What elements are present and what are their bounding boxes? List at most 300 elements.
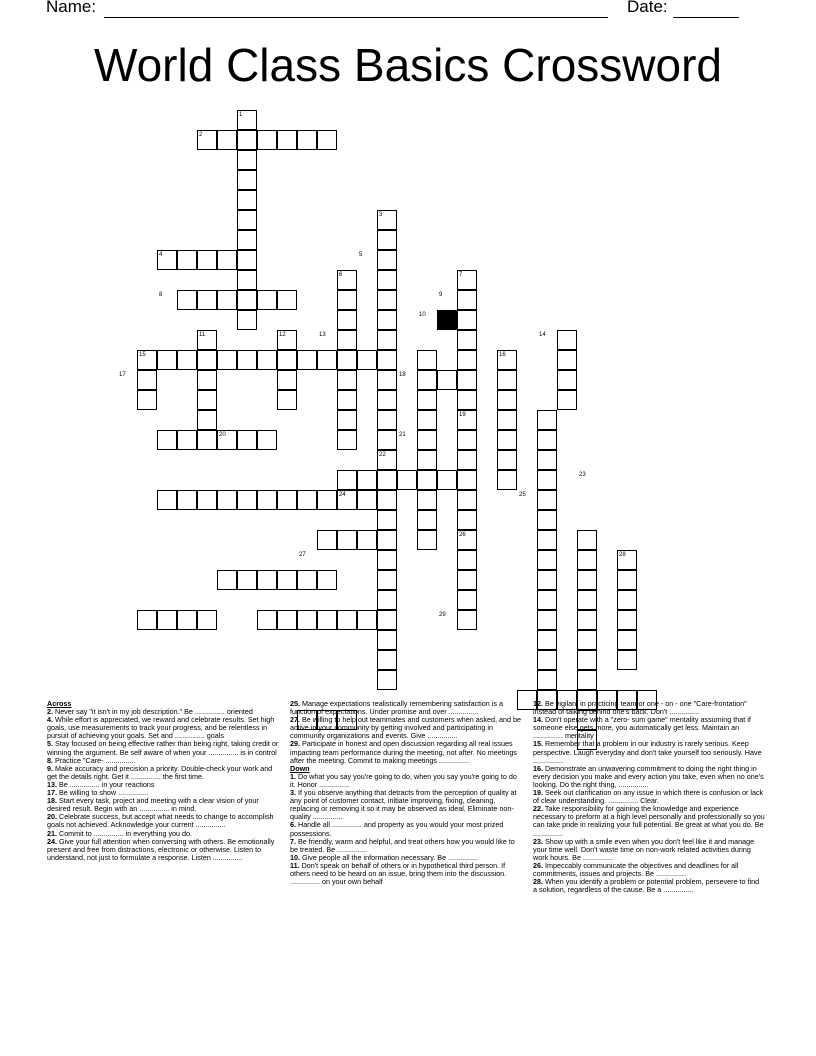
- grid-cell[interactable]: [237, 150, 257, 170]
- grid-cell[interactable]: [457, 510, 477, 530]
- clue-text: Be friendly, warm and helpful, and treat others how you would like to be treated. Be ...............: [290, 836, 515, 854]
- grid-cell[interactable]: [357, 470, 377, 490]
- grid-cell[interactable]: [277, 350, 297, 370]
- grid-cell[interactable]: [417, 390, 437, 410]
- grid-cell[interactable]: [317, 350, 337, 370]
- grid-cell[interactable]: [337, 350, 357, 370]
- grid-cell[interactable]: [377, 390, 397, 410]
- grid-cell[interactable]: [197, 250, 217, 270]
- grid-cell[interactable]: [337, 370, 357, 390]
- clue-text: Make accuracy and precision a priority. Double-check your work and get the details right. Get it ............... the first time.: [47, 763, 273, 781]
- grid-cell[interactable]: [237, 250, 257, 270]
- clue-text: Take responsibility for gaining the knowledge and experience necessary to preform at a high level personally and professionally so you can take pride in realizing your full potential. Be great at what you do. Be ...............: [533, 804, 765, 838]
- grid-cell[interactable]: [497, 370, 517, 390]
- clue-number: 5: [359, 252, 363, 258]
- clue-number: 11: [199, 332, 206, 338]
- grid-cell[interactable]: [337, 270, 357, 290]
- grid-cell[interactable]: [417, 490, 437, 510]
- clue-text: Give your full attention when conversing with others. Be emotionally present and free from distractions, electronic or otherwise. Listen to understand, not just to formulate a response. Listen ...............: [47, 836, 275, 862]
- clue-number-label: 21.: [47, 828, 57, 838]
- grid-cell[interactable]: [377, 410, 397, 430]
- clue-text: While effort is appreciated, we reward and celebrate results. Set high goals, use measurements to track your progress, and be relentless in pursuit of achieving your goals. Set and ............... goals: [47, 715, 275, 741]
- clue-number: 10: [419, 312, 426, 318]
- grid-cell[interactable]: [377, 430, 397, 450]
- grid-cell[interactable]: [577, 610, 597, 630]
- grid-cell[interactable]: [617, 610, 637, 630]
- grid-cell[interactable]: [237, 110, 257, 130]
- grid-cell[interactable]: [617, 630, 637, 650]
- grid-cell[interactable]: [377, 250, 397, 270]
- grid-cell[interactable]: [457, 350, 477, 370]
- grid-cell[interactable]: [557, 370, 577, 390]
- grid-cell[interactable]: [277, 370, 297, 390]
- name-label: Name:: [46, 0, 97, 16]
- grid-cell[interactable]: [377, 350, 397, 370]
- grid-cell[interactable]: [377, 270, 397, 290]
- clue-number-label: 10.: [290, 852, 300, 862]
- grid-cell[interactable]: [457, 490, 477, 510]
- grid-cell[interactable]: [377, 370, 397, 390]
- grid-cell[interactable]: [537, 670, 557, 690]
- clue-number-label: 3.: [290, 788, 296, 798]
- across-clue: [47, 797, 279, 813]
- grid-cell[interactable]: [437, 370, 457, 390]
- grid-cell[interactable]: [197, 350, 217, 370]
- grid-cell[interactable]: [197, 610, 217, 630]
- grid-cell[interactable]: [257, 610, 277, 630]
- grid-cell[interactable]: [457, 470, 477, 490]
- grid-cell[interactable]: [357, 490, 377, 510]
- clue-number: 6: [339, 272, 343, 278]
- grid-cell[interactable]: [177, 610, 197, 630]
- grid-cell[interactable]: [177, 250, 197, 270]
- grid-cell[interactable]: [457, 430, 477, 450]
- grid-cell[interactable]: [577, 590, 597, 610]
- grid-cell[interactable]: [357, 530, 377, 550]
- clue-number-label: 26.: [533, 860, 543, 870]
- grid-cell[interactable]: [537, 430, 557, 450]
- grid-cell[interactable]: [237, 190, 257, 210]
- grid-cell[interactable]: [217, 290, 237, 310]
- grid-cell[interactable]: [537, 510, 557, 530]
- grid-cell[interactable]: [337, 470, 357, 490]
- clue-number-label: 6.: [290, 820, 296, 830]
- grid-cell[interactable]: [417, 370, 437, 390]
- grid-cell[interactable]: [377, 490, 397, 510]
- grid-cell[interactable]: [217, 490, 237, 510]
- grid-cell[interactable]: [377, 230, 397, 250]
- grid-cell[interactable]: [557, 390, 577, 410]
- grid-cell[interactable]: [317, 490, 337, 510]
- down-clue: [533, 805, 765, 837]
- grid-cell[interactable]: [377, 470, 397, 490]
- clue-number-label: 28.: [533, 877, 543, 887]
- clue-number-label: 13.: [47, 779, 57, 789]
- clue-text: Participate in honest and open discussion regarding all real issues impacting team performance during the meeting, not after. No meetings after the meeting. Commit to making meetings ...............: [290, 739, 517, 765]
- clue-number-label: 17.: [47, 788, 57, 798]
- grid-cell[interactable]: [177, 290, 197, 310]
- clue-number-label: 4.: [47, 715, 53, 725]
- grid-cell[interactable]: [137, 610, 157, 630]
- grid-cell[interactable]: [277, 490, 297, 510]
- grid-cell[interactable]: [197, 430, 217, 450]
- grid-cell[interactable]: [257, 290, 277, 310]
- grid-cell[interactable]: [297, 610, 317, 630]
- grid-cell[interactable]: [217, 350, 237, 370]
- clue-number-label: 5.: [47, 739, 53, 749]
- clue-text: Celebrate success, but accept what needs to change to accomplish goals not achieved. Acknowledge your current ...............: [47, 812, 274, 830]
- grid-cell[interactable]: [557, 350, 577, 370]
- grid-cell[interactable]: [357, 350, 377, 370]
- grid-cell[interactable]: [157, 250, 177, 270]
- grid-cell[interactable]: [177, 350, 197, 370]
- grid-cell[interactable]: [377, 210, 397, 230]
- grid-cell[interactable]: [457, 530, 477, 550]
- grid-cell[interactable]: [377, 650, 397, 670]
- grid-cell[interactable]: [457, 290, 477, 310]
- grid-cell[interactable]: [537, 650, 557, 670]
- grid-cell[interactable]: [617, 550, 637, 570]
- clue-text: Handle all ............... and property as you would your most prized possessions.: [290, 820, 504, 838]
- grid-cell[interactable]: [157, 430, 177, 450]
- grid-cell[interactable]: [237, 130, 257, 150]
- grid-cell[interactable]: [537, 630, 557, 650]
- across-clue: [47, 716, 279, 740]
- grid-cell[interactable]: [137, 370, 157, 390]
- clue-text: Never say "it isn't in my job description." Be ............... oriented: [53, 707, 253, 717]
- grid-cell[interactable]: [197, 490, 217, 510]
- grid-cell[interactable]: [137, 350, 157, 370]
- grid-cell[interactable]: [277, 290, 297, 310]
- clue-text: Remember that a problem in our industry is rarely serious. Keep perspective. Laugh everyday and don't take yourself too seriously. Have ...............: [533, 739, 762, 765]
- grid-cell[interactable]: [537, 470, 557, 490]
- grid-cell[interactable]: [217, 130, 237, 150]
- clue-number: 22: [379, 452, 386, 458]
- grid-cell[interactable]: [237, 570, 257, 590]
- grid-cell[interactable]: [417, 470, 437, 490]
- grid-cell[interactable]: [577, 650, 597, 670]
- clue-number-label: 11.: [290, 860, 300, 870]
- clue-number-label: 12.: [533, 699, 543, 708]
- grid-cell[interactable]: [277, 610, 297, 630]
- grid-cell[interactable]: [257, 570, 277, 590]
- grid-cell[interactable]: [457, 610, 477, 630]
- grid-cell[interactable]: [457, 390, 477, 410]
- grid-cell[interactable]: [237, 270, 257, 290]
- clue-text: Start every task, project and meeting with a clear vision of your desired result. Begin with an ............... in mind.: [47, 796, 259, 814]
- clue-number: 7: [459, 272, 463, 278]
- grid-cell[interactable]: [277, 390, 297, 410]
- grid-cell[interactable]: [577, 630, 597, 650]
- grid-cell[interactable]: [537, 530, 557, 550]
- grid-cell[interactable]: [217, 570, 237, 590]
- grid-cell[interactable]: [537, 570, 557, 590]
- clue-number-label: 25.: [290, 699, 300, 708]
- clue-number: 4: [159, 252, 163, 258]
- grid-cell[interactable]: [237, 490, 257, 510]
- clues-column-1: [47, 700, 279, 862]
- grid-cell[interactable]: [237, 430, 257, 450]
- grid-cell[interactable]: [297, 490, 317, 510]
- grid-cell[interactable]: [197, 330, 217, 350]
- clue-number-label: 14.: [533, 715, 543, 725]
- clue-text: Don't speak on behalf of others or in hypothetical third person. If others need to be heard on an issue, bring them into the discussion. ............... on your own behalf: [290, 860, 507, 887]
- clue-text: Stay focused on being effective rather than being right, taking credit or winning the argument. Be self aware of when your ............... is in control: [47, 739, 279, 757]
- grid-cell[interactable]: [377, 310, 397, 330]
- grid-cell[interactable]: [577, 570, 597, 590]
- grid-cell[interactable]: [377, 290, 397, 310]
- page-title: World Class Basics Crossword: [94, 39, 722, 91]
- clue-number: 13: [319, 332, 326, 338]
- across-clue: [47, 740, 279, 756]
- grid-cell[interactable]: [457, 370, 477, 390]
- clue-number: 15: [139, 352, 146, 358]
- clue-number: 26: [459, 532, 466, 538]
- clue-text: Be willing to show ...............: [57, 788, 149, 798]
- grid-cell[interactable]: [297, 130, 317, 150]
- grid-cell[interactable]: [257, 350, 277, 370]
- grid-cell[interactable]: [457, 570, 477, 590]
- grid-cell[interactable]: [457, 270, 477, 290]
- grid-cell[interactable]: [377, 450, 397, 470]
- grid-cell[interactable]: [617, 650, 637, 670]
- clue-text: Show up with a smile even when you don't feel like it and manage your time well. Don't waste time on non-work related activities during work hours. Be ...............: [533, 836, 755, 862]
- grid-cell[interactable]: [197, 290, 217, 310]
- grid-cell[interactable]: [197, 410, 217, 430]
- clue-number: 27: [299, 552, 306, 558]
- grid-cell[interactable]: [337, 490, 357, 510]
- grid-cell[interactable]: [537, 590, 557, 610]
- grid-cell[interactable]: [417, 410, 437, 430]
- grid-cell[interactable]: [237, 290, 257, 310]
- clue-number: 29: [439, 612, 446, 618]
- down-clue: [533, 878, 765, 894]
- clue-text: Do what you say you're going to do, when you say you're going to do it. Honor ...............: [290, 771, 517, 789]
- date-label: Date:: [627, 0, 668, 16]
- clue-number: 3: [379, 212, 383, 218]
- grid-cell[interactable]: [397, 470, 417, 490]
- grid-cell[interactable]: [417, 450, 437, 470]
- down-clue: [533, 740, 765, 764]
- grid-cell[interactable]: [237, 230, 257, 250]
- clue-text: Demonstrate an unwavering commitment to doing the right thing in every decision you make and every action you take, even when no one's looking. Do the right thing, ...............: [533, 763, 764, 789]
- grid-cell[interactable]: [317, 570, 337, 590]
- across-clue-list: [47, 708, 279, 862]
- grid-cell[interactable]: [337, 290, 357, 310]
- clue-number-label: 27.: [290, 715, 300, 725]
- grid-cell[interactable]: [237, 350, 257, 370]
- grid-cell[interactable]: [377, 630, 397, 650]
- clue-number: 19: [459, 412, 466, 418]
- grid-cell[interactable]: [257, 130, 277, 150]
- clue-text: When you identify a problem or potential problem, persevere to find a solution, regardless of the cause. Be a ...............: [533, 877, 760, 895]
- grid-cell[interactable]: [577, 670, 597, 690]
- black-square: [437, 310, 457, 330]
- clue-text: Be vigilant in practicing team or one - on - one "Care-frontation" instead of talking behind one's back. Don't ...............: [533, 699, 747, 717]
- grid-cell[interactable]: [377, 510, 397, 530]
- clue-number-label: 2.: [47, 707, 53, 717]
- grid-cell[interactable]: [377, 610, 397, 630]
- grid-cell[interactable]: [577, 550, 597, 570]
- clue-number-label: 16.: [533, 763, 543, 773]
- across-clue-list-continued: [290, 700, 522, 765]
- clue-text: Don't operate with a "zero- sum game" mentality assuming that if someone else gets more, you automatically get less. Maintain an ............... mentality: [533, 715, 751, 741]
- grid-cell[interactable]: [377, 670, 397, 690]
- clue-number-label: 8.: [47, 755, 53, 765]
- grid-cell[interactable]: [257, 490, 277, 510]
- grid-cell[interactable]: [377, 330, 397, 350]
- clue-number: 23: [579, 472, 586, 478]
- grid-cell[interactable]: [177, 490, 197, 510]
- clue-number: 28: [619, 552, 626, 558]
- clue-text: Impeccably communicate the objectives and deadlines for all commitments, issues and projects. Be ...............: [533, 860, 739, 878]
- clue-number: 2: [199, 132, 203, 138]
- down-clue: [290, 789, 522, 821]
- grid-cell[interactable]: [497, 470, 517, 490]
- grid-cell[interactable]: [337, 530, 357, 550]
- clue-number-label: 15.: [533, 739, 543, 749]
- grid-cell[interactable]: [177, 430, 197, 450]
- grid-cell[interactable]: [377, 530, 397, 550]
- grid-cell[interactable]: [317, 530, 337, 550]
- grid-cell[interactable]: [157, 610, 177, 630]
- grid-cell[interactable]: [537, 610, 557, 630]
- grid-cell[interactable]: [497, 410, 517, 430]
- down-clue: [533, 789, 765, 805]
- grid-cell[interactable]: [357, 610, 377, 630]
- clue-number: 1: [239, 112, 243, 118]
- grid-cell[interactable]: [197, 370, 217, 390]
- down-clue-list-continued: [533, 700, 765, 894]
- down-clue: [533, 700, 765, 716]
- grid-cell[interactable]: [537, 410, 557, 430]
- grid-cell[interactable]: [457, 450, 477, 470]
- clue-text: Practice "Care- ...............: [53, 755, 136, 765]
- grid-cell[interactable]: [417, 430, 437, 450]
- grid-cell[interactable]: [277, 130, 297, 150]
- clue-number: 12: [279, 332, 286, 338]
- down-clue: [290, 821, 522, 837]
- across-clue: [290, 740, 522, 764]
- grid-cell[interactable]: [577, 530, 597, 550]
- grid-cell[interactable]: [557, 330, 577, 350]
- clue-number: 21: [399, 432, 406, 438]
- grid-cell[interactable]: [377, 570, 397, 590]
- grid-cell[interactable]: [237, 310, 257, 330]
- grid-cell[interactable]: [337, 610, 357, 630]
- grid-cell[interactable]: [617, 570, 637, 590]
- grid-cell[interactable]: [217, 250, 237, 270]
- grid-cell[interactable]: [137, 390, 157, 410]
- clue-text: Be willing to help out teammates and customers when asked, and be active in your community by getting involved and participating in community organizations and events. Give ...............: [290, 715, 521, 741]
- clue-text: Give people all the information necessary. Be ...............: [300, 852, 479, 862]
- grid-cell[interactable]: [457, 330, 477, 350]
- grid-cell[interactable]: [417, 530, 437, 550]
- clue-number: 8: [159, 292, 163, 298]
- across-clue: [47, 765, 279, 781]
- clue-number-label: 23.: [533, 836, 543, 846]
- grid-cell[interactable]: [497, 390, 517, 410]
- grid-cell[interactable]: [457, 410, 477, 430]
- clue-number-label: 29.: [290, 739, 300, 749]
- grid-cell[interactable]: [297, 350, 317, 370]
- clue-number: 25: [519, 492, 526, 498]
- grid-cell[interactable]: [497, 430, 517, 450]
- clue-number-label: 1.: [290, 771, 296, 781]
- down-clue-list: [290, 773, 522, 886]
- grid-cell[interactable]: [537, 490, 557, 510]
- grid-cell[interactable]: [497, 350, 517, 370]
- grid-cell[interactable]: [337, 310, 357, 330]
- clue-number: 20: [219, 432, 226, 438]
- grid-cell[interactable]: [257, 430, 277, 450]
- across-clue: [47, 838, 279, 862]
- grid-cell[interactable]: [377, 550, 397, 570]
- clue-number-label: 20.: [47, 812, 57, 822]
- clues-column-3: [533, 700, 765, 894]
- grid-cell[interactable]: [617, 590, 637, 610]
- clue-number-label: 18.: [47, 796, 57, 806]
- down-clue: [290, 862, 522, 886]
- grid-cell[interactable]: [417, 510, 437, 530]
- down-clue: [533, 716, 765, 740]
- grid-cell[interactable]: [457, 590, 477, 610]
- grid-cell[interactable]: [417, 350, 437, 370]
- grid-cell[interactable]: [537, 550, 557, 570]
- grid-cell[interactable]: [437, 470, 457, 490]
- clue-text: Manage expectations realistically remembering satisfaction is a function of expectations. Under promise and over ...............: [290, 699, 503, 717]
- clue-number-label: 22.: [533, 804, 543, 814]
- across-clue: [290, 716, 522, 740]
- grid-cell[interactable]: [337, 410, 357, 430]
- grid-cell[interactable]: [317, 610, 337, 630]
- grid-cell[interactable]: [237, 170, 257, 190]
- clues-column-2: [290, 700, 522, 886]
- clue-text: Seek out clarification on any issue in which there is confusion or lack of clear understanding. ............... Clear.: [533, 788, 764, 806]
- grid-cell[interactable]: [237, 210, 257, 230]
- clue-number: 24: [339, 492, 346, 498]
- clue-text: Commit to ............... in everything you do.: [57, 828, 193, 838]
- grid-cell[interactable]: [197, 390, 217, 410]
- grid-cell[interactable]: [317, 130, 337, 150]
- grid-cell[interactable]: [457, 310, 477, 330]
- grid-cell[interactable]: [277, 570, 297, 590]
- grid-cell[interactable]: [497, 450, 517, 470]
- grid-cell[interactable]: [277, 330, 297, 350]
- grid-cell[interactable]: [457, 550, 477, 570]
- grid-cell[interactable]: [297, 570, 317, 590]
- clue-number: 14: [539, 332, 546, 338]
- clue-number: 17: [119, 372, 126, 378]
- across-clue: [47, 813, 279, 829]
- grid-cell[interactable]: [157, 350, 177, 370]
- grid-cell[interactable]: [197, 130, 217, 150]
- across-heading: Across: [47, 699, 72, 708]
- grid-cell[interactable]: [157, 490, 177, 510]
- grid-cell[interactable]: [537, 450, 557, 470]
- grid-cell[interactable]: [377, 590, 397, 610]
- down-clue: [533, 862, 765, 878]
- clue-text: If you observe anything that detracts from the perception of quality at any point of customer contact, initiate improving, fixing, cleaning, replacing or removing it so it may be observed as ideal. Eliminate non- quality ...............: [290, 788, 517, 822]
- grid-cell[interactable]: [337, 390, 357, 410]
- grid-cell[interactable]: [337, 330, 357, 350]
- clue-number-label: 24.: [47, 836, 57, 846]
- clue-number-label: 19.: [533, 788, 543, 798]
- down-clue: [290, 838, 522, 854]
- grid-cell[interactable]: [337, 430, 357, 450]
- clue-number-label: 7.: [290, 836, 296, 846]
- grid-cell[interactable]: [217, 430, 237, 450]
